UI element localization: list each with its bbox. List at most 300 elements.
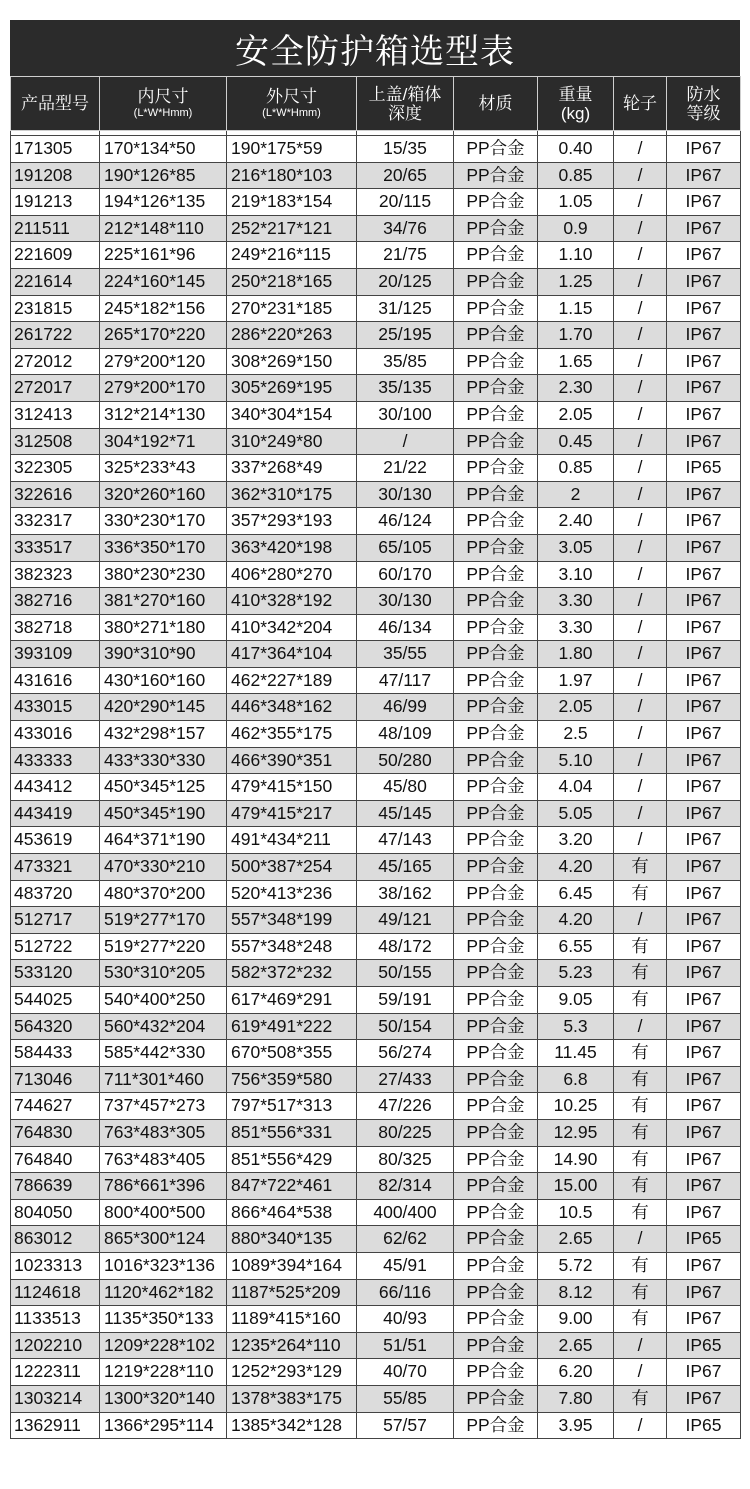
inner-size-cell: 1016*323*136 [100, 1252, 227, 1279]
weight-cell: 1.97 [538, 667, 614, 694]
weight-cell: 0.45 [538, 428, 614, 455]
wheels-cell: / [614, 907, 667, 934]
outer-size-cell: 880*340*135 [227, 1226, 357, 1253]
table-row [11, 1173, 741, 1200]
outer-size-cell: 479*415*150 [227, 774, 357, 801]
weight-cell: 2 [538, 481, 614, 508]
inner-size-cell: 336*350*170 [100, 534, 227, 561]
weight-cell: 2.05 [538, 694, 614, 721]
waterproof-cell: IP67 [667, 215, 741, 242]
lid-depth-cell: 56/274 [357, 1040, 454, 1067]
material-cell: PP合金 [454, 428, 538, 455]
model-cell: 272017 [11, 375, 100, 402]
weight-cell: 5.23 [538, 960, 614, 987]
wheels-cell: / [614, 827, 667, 854]
table-row [11, 1013, 741, 1040]
table-header [11, 77, 741, 131]
weight-cell: 6.20 [538, 1359, 614, 1386]
inner-size-cell: 737*457*273 [100, 1093, 227, 1120]
table-row [11, 933, 741, 960]
table-row [11, 880, 741, 907]
outer-size-cell: 466*390*351 [227, 747, 357, 774]
waterproof-cell: IP67 [667, 774, 741, 801]
model-cell: 1124618 [11, 1279, 100, 1306]
wheels-cell: / [614, 534, 667, 561]
outer-size-cell: 500*387*254 [227, 854, 357, 881]
table-row [11, 481, 741, 508]
table-row [11, 588, 741, 615]
material-cell: PP合金 [454, 933, 538, 960]
waterproof-cell: IP65 [667, 1226, 741, 1253]
outer-size-cell: 410*342*204 [227, 614, 357, 641]
waterproof-cell: IP67 [667, 800, 741, 827]
model-cell: 191213 [11, 189, 100, 216]
outer-size-cell: 557*348*199 [227, 907, 357, 934]
wheels-cell: / [614, 1412, 667, 1439]
model-cell: 333517 [11, 534, 100, 561]
outer-size-cell: 462*227*189 [227, 667, 357, 694]
weight-cell: 1.70 [538, 322, 614, 349]
table-row [11, 375, 741, 402]
table-row [11, 534, 741, 561]
wheels-cell: / [614, 322, 667, 349]
table-row [11, 268, 741, 295]
header-waterproof [667, 77, 741, 131]
material-cell: PP合金 [454, 667, 538, 694]
header-outer-size [227, 77, 357, 131]
material-cell: PP合金 [454, 641, 538, 668]
table-row [11, 1226, 741, 1253]
weight-cell: 1.05 [538, 189, 614, 216]
header-wheels [614, 77, 667, 131]
wheels-cell: 有 [614, 854, 667, 881]
weight-cell: 1.10 [538, 242, 614, 269]
wheels-cell: / [614, 1359, 667, 1386]
material-cell: PP合金 [454, 880, 538, 907]
wheels-cell: / [614, 667, 667, 694]
inner-size-cell: 763*483*305 [100, 1119, 227, 1146]
model-cell: 382323 [11, 561, 100, 588]
table-row [11, 800, 741, 827]
wheels-cell: / [614, 1332, 667, 1359]
waterproof-cell: IP67 [667, 136, 741, 163]
table-body [11, 131, 741, 1439]
weight-cell: 5.10 [538, 747, 614, 774]
inner-size-cell: 470*330*210 [100, 854, 227, 881]
wheels-cell: / [614, 561, 667, 588]
lid-depth-cell: 55/85 [357, 1385, 454, 1412]
outer-size-cell: 190*175*59 [227, 136, 357, 163]
material-cell: PP合金 [454, 322, 538, 349]
table-row [11, 774, 741, 801]
waterproof-cell: IP67 [667, 827, 741, 854]
waterproof-cell: IP67 [667, 641, 741, 668]
header-lid-depth-label: 上盖/箱体 [368, 84, 442, 104]
lid-depth-cell: 20/125 [357, 268, 454, 295]
lid-depth-cell: 65/105 [357, 534, 454, 561]
waterproof-cell: IP65 [667, 1332, 741, 1359]
waterproof-cell: IP67 [667, 348, 741, 375]
material-cell: PP合金 [454, 588, 538, 615]
wheels-cell: / [614, 1226, 667, 1253]
model-cell: 433333 [11, 747, 100, 774]
waterproof-cell: IP67 [667, 694, 741, 721]
lid-depth-cell: 31/125 [357, 295, 454, 322]
material-cell: PP合金 [454, 1173, 538, 1200]
outer-size-cell: 1189*415*160 [227, 1306, 357, 1333]
inner-size-cell: 530*310*205 [100, 960, 227, 987]
waterproof-cell: IP67 [667, 189, 741, 216]
outer-size-cell: 1187*525*209 [227, 1279, 357, 1306]
inner-size-cell: 212*148*110 [100, 215, 227, 242]
model-cell: 544025 [11, 987, 100, 1014]
table-row [11, 1332, 741, 1359]
weight-cell: 6.8 [538, 1066, 614, 1093]
material-cell: PP合金 [454, 561, 538, 588]
wheels-cell: / [614, 614, 667, 641]
inner-size-cell: 320*260*160 [100, 481, 227, 508]
waterproof-cell: IP67 [667, 481, 741, 508]
wheels-cell: 有 [614, 960, 667, 987]
wheels-cell: / [614, 268, 667, 295]
wheels-cell: / [614, 455, 667, 482]
weight-cell: 11.45 [538, 1040, 614, 1067]
table-row [11, 428, 741, 455]
model-cell: 443412 [11, 774, 100, 801]
lid-depth-cell: 400/400 [357, 1199, 454, 1226]
weight-cell: 4.20 [538, 854, 614, 881]
model-cell: 1023313 [11, 1252, 100, 1279]
inner-size-cell: 380*230*230 [100, 561, 227, 588]
header-model-label: 产品型号 [21, 94, 89, 113]
inner-size-cell: 800*400*500 [100, 1199, 227, 1226]
inner-size-cell: 560*432*204 [100, 1013, 227, 1040]
lid-depth-cell: 47/117 [357, 667, 454, 694]
model-cell: 453619 [11, 827, 100, 854]
inner-size-cell: 480*370*200 [100, 880, 227, 907]
material-cell: PP合金 [454, 694, 538, 721]
wheels-cell: / [614, 694, 667, 721]
outer-size-cell: 557*348*248 [227, 933, 357, 960]
inner-size-cell: 1300*320*140 [100, 1385, 227, 1412]
outer-size-cell: 305*269*195 [227, 375, 357, 402]
page-title: 安全防护箱选型表 [10, 20, 740, 76]
weight-cell: 2.30 [538, 375, 614, 402]
table-row [11, 1093, 741, 1120]
lid-depth-cell: 40/70 [357, 1359, 454, 1386]
weight-cell: 1.15 [538, 295, 614, 322]
header-weight-label: 重量 [558, 84, 593, 104]
material-cell: PP合金 [454, 401, 538, 428]
wheels-cell: 有 [614, 933, 667, 960]
header-outer-size-label: 外尺寸 [266, 87, 317, 106]
lid-depth-cell: 48/109 [357, 721, 454, 748]
material-cell: PP合金 [454, 242, 538, 269]
material-cell: PP合金 [454, 268, 538, 295]
weight-cell: 5.72 [538, 1252, 614, 1279]
header-inner-size [100, 77, 227, 131]
table-row [11, 1066, 741, 1093]
waterproof-cell: IP67 [667, 1279, 741, 1306]
table-row [11, 614, 741, 641]
inner-size-cell: 325*233*43 [100, 455, 227, 482]
outer-size-cell: 417*364*104 [227, 641, 357, 668]
outer-size-cell: 270*231*185 [227, 295, 357, 322]
table-row [11, 508, 741, 535]
waterproof-cell: IP67 [667, 667, 741, 694]
lid-depth-cell: 30/100 [357, 401, 454, 428]
weight-cell: 5.3 [538, 1013, 614, 1040]
outer-size-cell: 847*722*461 [227, 1173, 357, 1200]
outer-size-cell: 851*556*429 [227, 1146, 357, 1173]
model-cell: 764840 [11, 1146, 100, 1173]
material-cell: PP合金 [454, 534, 538, 561]
table-row [11, 1252, 741, 1279]
header-material [454, 77, 538, 131]
inner-size-cell: 450*345*190 [100, 800, 227, 827]
weight-cell: 6.45 [538, 880, 614, 907]
material-cell: PP合金 [454, 1119, 538, 1146]
model-cell: 231815 [11, 295, 100, 322]
lid-depth-cell: 80/325 [357, 1146, 454, 1173]
waterproof-cell: IP67 [667, 1306, 741, 1333]
spec-table [10, 76, 741, 1439]
weight-cell: 2.40 [538, 508, 614, 535]
waterproof-cell: IP67 [667, 295, 741, 322]
weight-cell: 1.80 [538, 641, 614, 668]
model-cell: 382716 [11, 588, 100, 615]
inner-size-cell: 170*134*50 [100, 136, 227, 163]
model-cell: 564320 [11, 1013, 100, 1040]
table-row [11, 854, 741, 881]
lid-depth-cell: 45/91 [357, 1252, 454, 1279]
inner-size-cell: 519*277*220 [100, 933, 227, 960]
inner-size-cell: 430*160*160 [100, 667, 227, 694]
model-cell: 171305 [11, 136, 100, 163]
table-row [11, 641, 741, 668]
inner-size-cell: 1120*462*182 [100, 1279, 227, 1306]
weight-cell: 4.20 [538, 907, 614, 934]
wheels-cell: / [614, 348, 667, 375]
wheels-cell: 有 [614, 1279, 667, 1306]
lid-depth-cell: 45/145 [357, 800, 454, 827]
waterproof-cell: IP67 [667, 1199, 741, 1226]
waterproof-cell: IP65 [667, 455, 741, 482]
table-row [11, 747, 741, 774]
lid-depth-cell: 20/115 [357, 189, 454, 216]
model-cell: 211511 [11, 215, 100, 242]
wheels-cell: / [614, 747, 667, 774]
table-row [11, 455, 741, 482]
weight-cell: 3.30 [538, 614, 614, 641]
outer-size-cell: 462*355*175 [227, 721, 357, 748]
lid-depth-cell: / [357, 428, 454, 455]
header-inner-size-label: 内尺寸 [137, 87, 189, 106]
table-row [11, 1359, 741, 1386]
table-row [11, 189, 741, 216]
wheels-cell: / [614, 215, 667, 242]
model-cell: 1362911 [11, 1412, 100, 1439]
material-cell: PP合金 [454, 800, 538, 827]
material-cell: PP合金 [454, 1279, 538, 1306]
wheels-cell: 有 [614, 1199, 667, 1226]
weight-cell: 3.20 [538, 827, 614, 854]
lid-depth-cell: 66/116 [357, 1279, 454, 1306]
model-cell: 433016 [11, 721, 100, 748]
model-cell: 221609 [11, 242, 100, 269]
table-row [11, 827, 741, 854]
material-cell: PP合金 [454, 1093, 538, 1120]
waterproof-cell: IP67 [667, 854, 741, 881]
outer-size-cell: 1378*383*175 [227, 1385, 357, 1412]
weight-cell: 10.5 [538, 1199, 614, 1226]
weight-cell: 3.10 [538, 561, 614, 588]
table-row [11, 960, 741, 987]
inner-size-cell: 390*310*90 [100, 641, 227, 668]
table-row [11, 162, 741, 189]
table-row [11, 1199, 741, 1226]
inner-size-cell: 1219*228*110 [100, 1359, 227, 1386]
inner-size-cell: 279*200*120 [100, 348, 227, 375]
outer-size-cell: 1385*342*128 [227, 1412, 357, 1439]
lid-depth-cell: 62/62 [357, 1226, 454, 1253]
waterproof-cell: IP67 [667, 428, 741, 455]
model-cell: 332317 [11, 508, 100, 535]
wheels-cell: / [614, 508, 667, 535]
lid-depth-cell: 57/57 [357, 1412, 454, 1439]
model-cell: 431616 [11, 667, 100, 694]
material-cell: PP合金 [454, 1066, 538, 1093]
waterproof-cell: IP67 [667, 561, 741, 588]
weight-cell: 0.40 [538, 136, 614, 163]
header-waterproof-sublabel: 等级 [686, 103, 721, 123]
model-cell: 443419 [11, 800, 100, 827]
waterproof-cell: IP67 [667, 1146, 741, 1173]
weight-cell: 5.05 [538, 800, 614, 827]
inner-size-cell: 433*330*330 [100, 747, 227, 774]
model-cell: 1202210 [11, 1332, 100, 1359]
wheels-cell: 有 [614, 880, 667, 907]
material-cell: PP合金 [454, 215, 538, 242]
outer-size-cell: 406*280*270 [227, 561, 357, 588]
lid-depth-cell: 82/314 [357, 1173, 454, 1200]
wheels-cell: / [614, 800, 667, 827]
header-material-label: 材质 [478, 94, 513, 113]
lid-depth-cell: 34/76 [357, 215, 454, 242]
lid-depth-cell: 45/165 [357, 854, 454, 881]
table-row [11, 1306, 741, 1333]
weight-cell: 2.65 [538, 1332, 614, 1359]
lid-depth-cell: 35/135 [357, 375, 454, 402]
model-cell: 312413 [11, 401, 100, 428]
weight-cell: 10.25 [538, 1093, 614, 1120]
table-row [11, 1119, 741, 1146]
outer-size-cell: 308*269*150 [227, 348, 357, 375]
wheels-cell: / [614, 588, 667, 615]
waterproof-cell: IP67 [667, 322, 741, 349]
waterproof-cell: IP67 [667, 614, 741, 641]
wheels-cell: 有 [614, 1306, 667, 1333]
waterproof-cell: IP67 [667, 1119, 741, 1146]
material-cell: PP合金 [454, 854, 538, 881]
wheels-cell: / [614, 721, 667, 748]
model-cell: 863012 [11, 1226, 100, 1253]
lid-depth-cell: 46/124 [357, 508, 454, 535]
table-row [11, 136, 741, 163]
model-cell: 382718 [11, 614, 100, 641]
weight-cell: 8.12 [538, 1279, 614, 1306]
model-cell: 533120 [11, 960, 100, 987]
inner-size-cell: 450*345*125 [100, 774, 227, 801]
wheels-cell: / [614, 295, 667, 322]
lid-depth-cell: 59/191 [357, 987, 454, 1014]
weight-cell: 14.90 [538, 1146, 614, 1173]
outer-size-cell: 1089*394*164 [227, 1252, 357, 1279]
weight-cell: 2.5 [538, 721, 614, 748]
header-waterproof-label: 防水 [686, 84, 721, 104]
header-weight [538, 77, 614, 131]
waterproof-cell: IP67 [667, 375, 741, 402]
model-cell: 1303214 [11, 1385, 100, 1412]
lid-depth-cell: 50/154 [357, 1013, 454, 1040]
waterproof-cell: IP67 [667, 588, 741, 615]
waterproof-cell: IP67 [667, 401, 741, 428]
material-cell: PP合金 [454, 295, 538, 322]
header-wheels-label: 轮子 [623, 94, 657, 113]
weight-cell: 0.85 [538, 162, 614, 189]
inner-size-cell: 432*298*157 [100, 721, 227, 748]
outer-size-cell: 582*372*232 [227, 960, 357, 987]
wheels-cell: 有 [614, 1385, 667, 1412]
material-cell: PP合金 [454, 1146, 538, 1173]
wheels-cell: 有 [614, 1173, 667, 1200]
lid-depth-cell: 45/80 [357, 774, 454, 801]
material-cell: PP合金 [454, 960, 538, 987]
waterproof-cell: IP67 [667, 1173, 741, 1200]
lid-depth-cell: 30/130 [357, 481, 454, 508]
material-cell: PP合金 [454, 1385, 538, 1412]
weight-cell: 7.80 [538, 1385, 614, 1412]
material-cell: PP合金 [454, 162, 538, 189]
wheels-cell: / [614, 162, 667, 189]
model-cell: 764830 [11, 1119, 100, 1146]
wheels-cell: / [614, 774, 667, 801]
inner-size-cell: 224*160*145 [100, 268, 227, 295]
lid-depth-cell: 49/121 [357, 907, 454, 934]
weight-cell: 3.30 [538, 588, 614, 615]
model-cell: 322616 [11, 481, 100, 508]
material-cell: PP合金 [454, 348, 538, 375]
wheels-cell: 有 [614, 1119, 667, 1146]
outer-size-cell: 617*469*291 [227, 987, 357, 1014]
inner-size-cell: 519*277*170 [100, 907, 227, 934]
outer-size-cell: 619*491*222 [227, 1013, 357, 1040]
model-cell: 433015 [11, 694, 100, 721]
wheels-cell: 有 [614, 1146, 667, 1173]
inner-size-cell: 330*230*170 [100, 508, 227, 535]
inner-size-cell: 585*442*330 [100, 1040, 227, 1067]
model-cell: 1133513 [11, 1306, 100, 1333]
lid-depth-cell: 35/55 [357, 641, 454, 668]
outer-size-cell: 1252*293*129 [227, 1359, 357, 1386]
material-cell: PP合金 [454, 747, 538, 774]
lid-depth-cell: 46/134 [357, 614, 454, 641]
model-cell: 261722 [11, 322, 100, 349]
inner-size-cell: 304*192*71 [100, 428, 227, 455]
header-lid-depth-sublabel: 深度 [388, 103, 422, 123]
weight-cell: 2.05 [538, 401, 614, 428]
material-cell: PP合金 [454, 774, 538, 801]
